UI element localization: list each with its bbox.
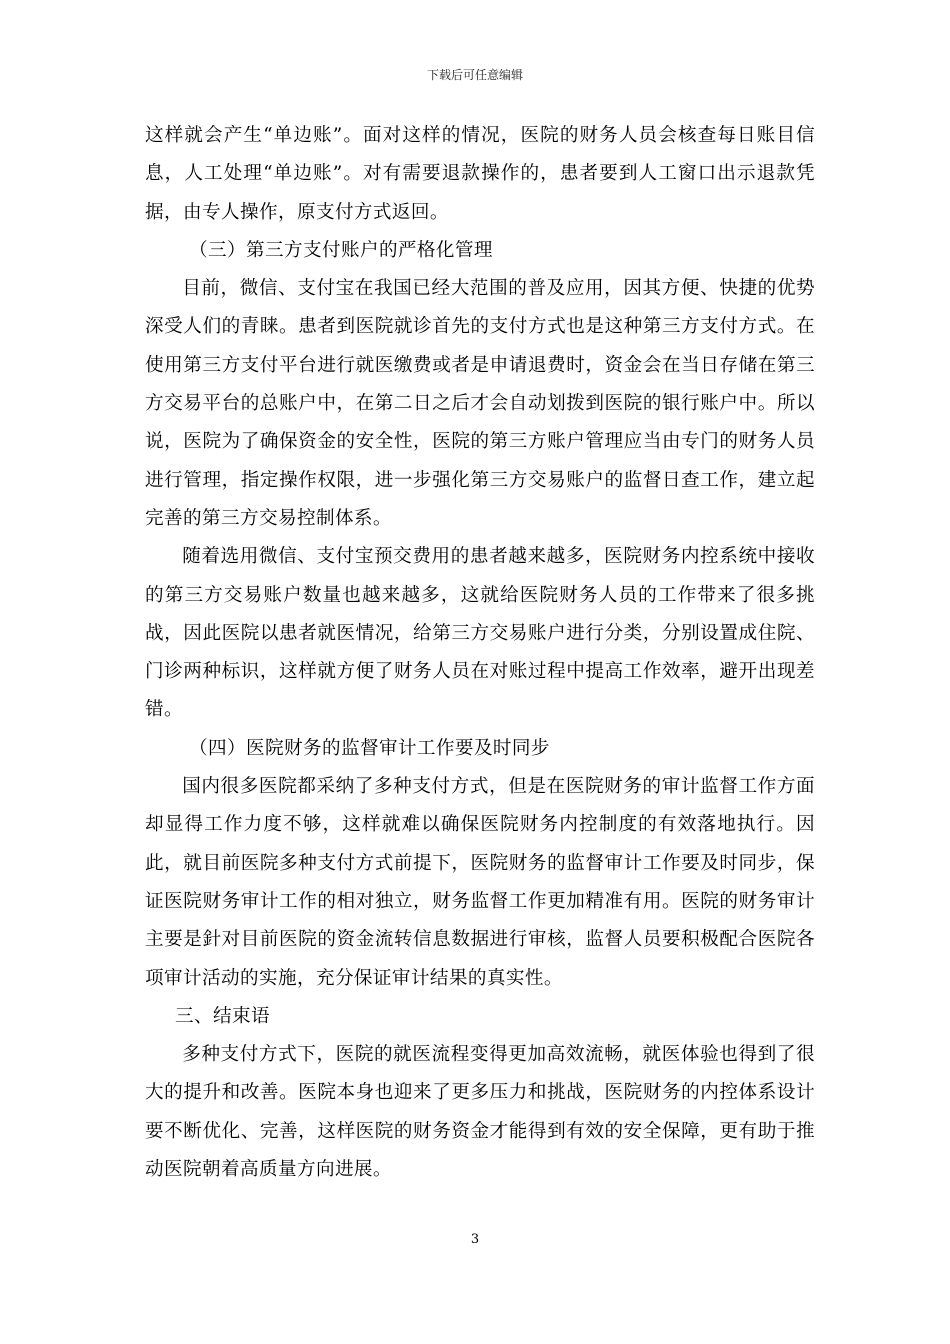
paragraph-conclusion: 多种支付方式下，医院的就医流程变得更加高效流畅，就医体验也得到了很大的提升和改善。医院本身也迎来了更多压力和挑战，医院财务的内控体系设计要不断优化、完善，这样医院的财务资金才能得到有效的安全保障，更有助于推动医院朝着高质量方向进展。 xyxy=(145,1044,815,1181)
paragraph-third-party-payment: 目前，微信、支付宝在我国已经大范围的普及应用，因其方便、快捷的优势深受人们的青睐。患者到医院就诊首先的支付方式也是这种第三方支付方式。在使用第三方支付平台进行就医缴费或者是申请退费时，资金会在当日存储在第三方交易平台的总账户中，在第二日之后才会自动划拨到医院的银行账户中。所以说，医院为了确保资金的安全性，医院的第三方账户管理应当由专门的财务人员进行管理，指定操作权限，进一步强化第三方交易账户的监督日查工作，建立起完善的第三方交易控制体系。 xyxy=(145,278,815,529)
section-heading-4: （四）医院财务的监督审计工作要及时同步 xyxy=(189,737,550,759)
section-heading-conclusion: 三、结束语 xyxy=(175,1005,270,1027)
page-number: 3 xyxy=(470,1232,480,1247)
document-body xyxy=(145,117,815,1189)
paragraph-audit-supervision: 国内很多医院都采纳了多种支付方式，但是在医院财务的审计监督工作方面却显得工作力度不够，这样就难以确保医院财务内控制度的有效落地执行。因此，就目前医院多种支付方式前提下，医院财务的监督审计工作要及时同步，保证医院财务审计工作的相对独立，财务监督工作更加精准有用。医院的财务审计主要是針对目前医院的资金流转信息数据进行审核，监督人员要积极配合医院各项审计活动的实施，充分保证审计结果的真实性。 xyxy=(145,776,815,989)
paragraph-continuation: 这样就会产生“单边账”。面对这样的情况，医院的财务人员会核查每日账目信息，人工处理“单边账”。对有需要退款操作的，患者要到人工窗口出示退款凭据，由专人操作，原支付方式返回。 xyxy=(145,125,815,223)
section-heading-3: （三）第三方支付账户的严格化管理 xyxy=(189,239,493,261)
paragraph-account-classification: 随着选用微信、支付宝预交费用的患者越来越多，医院财务内控系统中接收的第三方交易账户数量也越来越多，这就给医院财务人员的工作带来了很多挑战，因此医院以患者就医情况，给第三方交易账户进行分类，分别设置成住院、门诊两种标识，这样就方便了财务人员在对账过程中提高工作效率，避开出现差错。 xyxy=(145,546,815,721)
page-header-note: 下载后可任意编辑 xyxy=(426,68,523,82)
